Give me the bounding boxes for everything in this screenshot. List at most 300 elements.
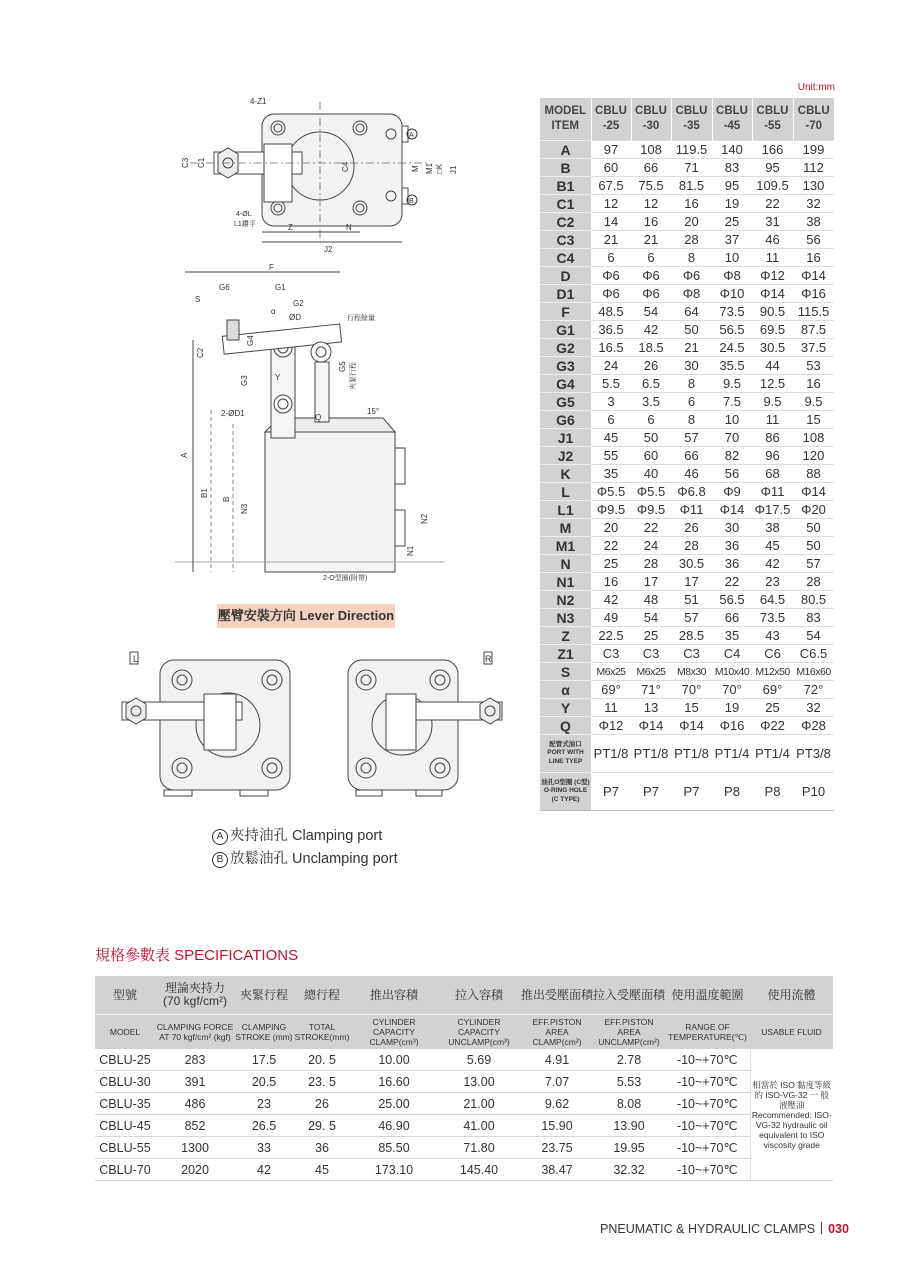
dimension-label: α bbox=[540, 681, 591, 699]
dimension-value: 82 bbox=[712, 447, 752, 465]
spec-cell: 45 bbox=[293, 1159, 351, 1181]
dimension-value: 36.5 bbox=[591, 321, 631, 339]
spec-row bbox=[95, 1049, 833, 1071]
dimension-value: Φ20 bbox=[793, 501, 834, 519]
spec-cell: CBLU-30 bbox=[95, 1071, 155, 1093]
dimension-row bbox=[540, 339, 834, 357]
dimension-value: Φ22 bbox=[752, 717, 793, 735]
svg-text:M: M bbox=[411, 165, 420, 172]
dimension-value: 15 bbox=[671, 699, 712, 717]
lever-left-drawing bbox=[100, 650, 310, 800]
dimension-value: 24.5 bbox=[712, 339, 752, 357]
dimension-row bbox=[540, 357, 834, 375]
dimension-value: 30.5 bbox=[671, 555, 712, 573]
dimension-label: N bbox=[540, 555, 591, 573]
spec-header-cell-en: CYLINDER CAPACITY UNCLAMP(cm³) bbox=[437, 1015, 521, 1050]
dimension-value: 42 bbox=[591, 591, 631, 609]
dimension-value: 8 bbox=[671, 249, 712, 267]
dimension-value: 49 bbox=[591, 609, 631, 627]
dimension-value: 10 bbox=[712, 249, 752, 267]
dimension-label: G4 bbox=[540, 375, 591, 393]
dimension-value: 43 bbox=[752, 627, 793, 645]
port-text: 夾持油孔 Clamping port bbox=[230, 828, 383, 844]
spec-cell: 46.90 bbox=[351, 1115, 437, 1137]
dimension-value: 16 bbox=[793, 375, 834, 393]
dimension-value: PT3/8 bbox=[793, 735, 834, 773]
dimension-value: C4 bbox=[712, 645, 752, 663]
spec-cell: 7.07 bbox=[521, 1071, 593, 1093]
svg-text:N3: N3 bbox=[240, 503, 249, 514]
spec-cell: CBLU-55 bbox=[95, 1137, 155, 1159]
dimension-value: 37.5 bbox=[793, 339, 834, 357]
dimension-value: 6 bbox=[591, 249, 631, 267]
spec-cell: 173.10 bbox=[351, 1159, 437, 1181]
dimension-label: J2 bbox=[540, 447, 591, 465]
dimension-value: 38 bbox=[752, 519, 793, 537]
spec-cell: -10~+70℃ bbox=[665, 1159, 750, 1181]
dimension-label: L1 bbox=[540, 501, 591, 519]
dimension-row bbox=[540, 773, 834, 811]
dimension-value: 37 bbox=[712, 231, 752, 249]
spec-cell: 283 bbox=[155, 1049, 235, 1071]
dimension-value: P8 bbox=[712, 773, 752, 811]
dimension-label: Z1 bbox=[540, 645, 591, 663]
dimension-value: 30 bbox=[671, 357, 712, 375]
dimension-value: 95 bbox=[752, 159, 793, 177]
dimension-value: C3 bbox=[631, 645, 671, 663]
dimension-value: Φ6 bbox=[631, 285, 671, 303]
dimension-value: 67.5 bbox=[591, 177, 631, 195]
dimension-value: Φ14 bbox=[793, 483, 834, 501]
port-legend-unclamping bbox=[212, 847, 398, 868]
dimension-value: 54 bbox=[631, 303, 671, 321]
model-header: CBLU -70 bbox=[793, 98, 834, 141]
spec-cell: 41.00 bbox=[437, 1115, 521, 1137]
dimension-label: C1 bbox=[540, 195, 591, 213]
spec-cell: 42 bbox=[235, 1159, 293, 1181]
dimension-value: 17 bbox=[671, 573, 712, 591]
dimension-value: 30 bbox=[712, 519, 752, 537]
spec-header-cell: 使用溫度範圍 bbox=[665, 976, 750, 1015]
dimension-value: 22 bbox=[712, 573, 752, 591]
dimension-row bbox=[540, 159, 834, 177]
dimension-value: 20 bbox=[671, 213, 712, 231]
spec-cell: CBLU-45 bbox=[95, 1115, 155, 1137]
svg-text:G3: G3 bbox=[240, 375, 249, 386]
dimension-value: M10x40 bbox=[712, 663, 752, 681]
svg-text:Q: Q bbox=[315, 413, 322, 422]
dimension-row bbox=[540, 213, 834, 231]
dimension-value: Φ9.5 bbox=[591, 501, 631, 519]
dimension-value: P7 bbox=[631, 773, 671, 811]
dimension-row bbox=[540, 519, 834, 537]
dimension-value: 73.5 bbox=[712, 303, 752, 321]
dimension-value: 22 bbox=[591, 537, 631, 555]
spec-header-cell: 推出容積 bbox=[351, 976, 437, 1015]
dimension-value: 56.5 bbox=[712, 321, 752, 339]
dimension-row bbox=[540, 483, 834, 501]
svg-text:B: B bbox=[409, 198, 414, 205]
dimension-value: 10 bbox=[712, 411, 752, 429]
dimension-label: Y bbox=[540, 699, 591, 717]
svg-text:2-ØD1: 2-ØD1 bbox=[221, 409, 245, 418]
svg-text:J2: J2 bbox=[324, 245, 333, 254]
spec-cell: 15.90 bbox=[521, 1115, 593, 1137]
dimension-row bbox=[540, 195, 834, 213]
svg-text:F: F bbox=[269, 263, 274, 272]
dimension-value: 46 bbox=[671, 465, 712, 483]
dimension-value: 22 bbox=[631, 519, 671, 537]
dimension-value: 24 bbox=[631, 537, 671, 555]
dimension-value: 56 bbox=[712, 465, 752, 483]
dimension-value: 3 bbox=[591, 393, 631, 411]
dimension-value: C3 bbox=[591, 645, 631, 663]
dimension-value: Φ17.5 bbox=[752, 501, 793, 519]
dimension-value: 19 bbox=[712, 699, 752, 717]
spec-header-cell: 理論夾持力 (70 kgf/cm²) bbox=[155, 976, 235, 1015]
dimension-label: N1 bbox=[540, 573, 591, 591]
dimension-value: 9.5 bbox=[793, 393, 834, 411]
dimension-row bbox=[540, 447, 834, 465]
dimension-row bbox=[540, 375, 834, 393]
spec-cell: 145.40 bbox=[437, 1159, 521, 1181]
dimension-value: 31 bbox=[752, 213, 793, 231]
dimension-value: Φ11 bbox=[752, 483, 793, 501]
dimension-value: 56 bbox=[793, 231, 834, 249]
spec-cell: 26 bbox=[293, 1093, 351, 1115]
dimension-value: PT1/4 bbox=[752, 735, 793, 773]
spec-cell: 13.90 bbox=[593, 1115, 665, 1137]
svg-text:Y: Y bbox=[275, 373, 281, 382]
dimension-value: M6x25 bbox=[591, 663, 631, 681]
spec-cell: 26.5 bbox=[235, 1115, 293, 1137]
svg-text:2-O型圈(附帶): 2-O型圈(附帶) bbox=[323, 575, 368, 582]
dimension-value: 83 bbox=[793, 609, 834, 627]
dimension-value: 15 bbox=[793, 411, 834, 429]
dimension-value: 21 bbox=[671, 339, 712, 357]
dimension-value: 44 bbox=[752, 357, 793, 375]
dimension-value: 119.5 bbox=[671, 141, 712, 159]
dimension-value: 24 bbox=[591, 357, 631, 375]
dimension-row bbox=[540, 411, 834, 429]
usable-fluid-note: 相當於 ISO 黏度等級 的 ISO-VG-32 一 般 液壓油 Recommended: ISO-VG-32 hydraulic oil equivalent to ISO viscosity grade bbox=[750, 1049, 833, 1181]
port-legend-clamping bbox=[212, 824, 382, 845]
dimension-value: 83 bbox=[712, 159, 752, 177]
spec-header-en bbox=[95, 1015, 833, 1050]
dimension-table-header bbox=[540, 98, 834, 141]
dimension-row bbox=[540, 249, 834, 267]
dimension-value: Φ10 bbox=[712, 285, 752, 303]
spec-cell: 21.00 bbox=[437, 1093, 521, 1115]
dimension-value: 17 bbox=[631, 573, 671, 591]
dimension-label: G3 bbox=[540, 357, 591, 375]
dimension-value: M8x30 bbox=[671, 663, 712, 681]
dimension-value: 11 bbox=[752, 249, 793, 267]
dimension-value: 108 bbox=[631, 141, 671, 159]
svg-text:C3: C3 bbox=[181, 157, 190, 168]
dimension-value: 36 bbox=[712, 537, 752, 555]
dimension-value: 8 bbox=[671, 375, 712, 393]
dimension-label: J1 bbox=[540, 429, 591, 447]
dimension-value: M12x50 bbox=[752, 663, 793, 681]
spec-header-cell: 推出受壓面積 bbox=[521, 976, 593, 1015]
svg-text:□K: □K bbox=[435, 163, 444, 174]
svg-text:N2: N2 bbox=[420, 513, 429, 524]
dimension-value: 28 bbox=[671, 537, 712, 555]
unit-label: Unit:mm bbox=[797, 82, 835, 93]
dimension-value: 115.5 bbox=[793, 303, 834, 321]
model-header: CBLU -30 bbox=[631, 98, 671, 141]
dimension-value: 21 bbox=[631, 231, 671, 249]
spec-cell: -10~+70℃ bbox=[665, 1049, 750, 1071]
dimension-value: 66 bbox=[631, 159, 671, 177]
dimension-value: 90.5 bbox=[752, 303, 793, 321]
dimension-value: 12.5 bbox=[752, 375, 793, 393]
dimension-value: 112 bbox=[793, 159, 834, 177]
spec-cell: 10.00 bbox=[351, 1049, 437, 1071]
spec-row bbox=[95, 1115, 833, 1137]
spec-header-cell: 使用流體 bbox=[750, 976, 833, 1015]
svg-text:4-ØL: 4-ØL bbox=[236, 211, 252, 218]
dimension-value: Φ14 bbox=[631, 717, 671, 735]
svg-text:J1: J1 bbox=[449, 165, 458, 174]
dimension-value: 55 bbox=[591, 447, 631, 465]
dimension-row bbox=[540, 555, 834, 573]
dimension-value: 95 bbox=[712, 177, 752, 195]
dimension-value: 22 bbox=[752, 195, 793, 213]
spec-cell: 8.08 bbox=[593, 1093, 665, 1115]
dimension-row bbox=[540, 501, 834, 519]
dimension-row bbox=[540, 537, 834, 555]
spec-cell: 852 bbox=[155, 1115, 235, 1137]
dimension-value: Φ6 bbox=[671, 267, 712, 285]
dimension-value: 64 bbox=[671, 303, 712, 321]
spec-cell: -10~+70℃ bbox=[665, 1071, 750, 1093]
svg-text:M1: M1 bbox=[425, 162, 434, 174]
dimension-value: 20 bbox=[591, 519, 631, 537]
dimension-value: 48.5 bbox=[591, 303, 631, 321]
dimension-value: 28 bbox=[631, 555, 671, 573]
spec-cell: 486 bbox=[155, 1093, 235, 1115]
dimension-row bbox=[540, 465, 834, 483]
dimension-value: 71° bbox=[631, 681, 671, 699]
spec-cell: 391 bbox=[155, 1071, 235, 1093]
dimension-label: F bbox=[540, 303, 591, 321]
svg-text:ØD: ØD bbox=[289, 313, 301, 322]
dimension-row bbox=[540, 699, 834, 717]
spec-cell: 20.5 bbox=[235, 1071, 293, 1093]
spec-cell: 23. 5 bbox=[293, 1071, 351, 1093]
dimension-value: Φ14 bbox=[793, 267, 834, 285]
dimension-value: 35 bbox=[591, 465, 631, 483]
dimension-value: 8 bbox=[671, 411, 712, 429]
spec-cell: 1300 bbox=[155, 1137, 235, 1159]
spec-cell: 5.53 bbox=[593, 1071, 665, 1093]
dimension-value: 70° bbox=[671, 681, 712, 699]
dimension-row bbox=[540, 393, 834, 411]
dimension-row bbox=[540, 303, 834, 321]
dimension-value: M16x60 bbox=[793, 663, 834, 681]
svg-text:夾緊行程: 夾緊行程 bbox=[350, 362, 357, 390]
dimension-value: 60 bbox=[631, 447, 671, 465]
dimension-label: C2 bbox=[540, 213, 591, 231]
spec-cell: 71.80 bbox=[437, 1137, 521, 1159]
dimension-value: 28 bbox=[793, 573, 834, 591]
spec-cell: 9.62 bbox=[521, 1093, 593, 1115]
dimension-value: C6.5 bbox=[793, 645, 834, 663]
specifications-table bbox=[95, 976, 833, 1181]
svg-text:G5: G5 bbox=[338, 361, 347, 372]
dimension-row bbox=[540, 735, 834, 773]
dimension-value: P8 bbox=[752, 773, 793, 811]
dimension-value: 25 bbox=[712, 213, 752, 231]
dimension-value: 53 bbox=[793, 357, 834, 375]
dimension-label: G1 bbox=[540, 321, 591, 339]
dimension-value: 120 bbox=[793, 447, 834, 465]
dimension-value: 45 bbox=[752, 537, 793, 555]
dimension-value: Φ6 bbox=[631, 267, 671, 285]
dimension-value: 13 bbox=[631, 699, 671, 717]
dimension-value: 50 bbox=[671, 321, 712, 339]
dimension-label: B1 bbox=[540, 177, 591, 195]
spec-row bbox=[95, 1071, 833, 1093]
svg-text:L1鑽平: L1鑽平 bbox=[234, 221, 256, 228]
dimension-value: 51 bbox=[671, 591, 712, 609]
dimension-label: B bbox=[540, 159, 591, 177]
dimension-value: Φ6 bbox=[591, 285, 631, 303]
spec-header-cell-en: CYLINDER CAPACITY CLAMP(cm³) bbox=[351, 1015, 437, 1050]
dimension-value: 6 bbox=[631, 411, 671, 429]
dimension-value: 88 bbox=[793, 465, 834, 483]
spec-header-cell-en: EFF.PISTON AREA CLAMP(cm²) bbox=[521, 1015, 593, 1050]
spec-cell: 29. 5 bbox=[293, 1115, 351, 1137]
spec-row bbox=[95, 1159, 833, 1181]
dimension-value: 50 bbox=[631, 429, 671, 447]
spec-cell: 13.00 bbox=[437, 1071, 521, 1093]
dimension-label: G2 bbox=[540, 339, 591, 357]
model-header: CBLU -25 bbox=[591, 98, 631, 141]
dimension-value: 35 bbox=[712, 627, 752, 645]
dimension-value: Φ14 bbox=[752, 285, 793, 303]
dimension-label: N2 bbox=[540, 591, 591, 609]
spec-cell: -10~+70℃ bbox=[665, 1115, 750, 1137]
dimension-value: 32 bbox=[793, 195, 834, 213]
dimension-value: 18.5 bbox=[631, 339, 671, 357]
dimension-value: 54 bbox=[793, 627, 834, 645]
dimension-value: 69° bbox=[591, 681, 631, 699]
dimension-value: 25 bbox=[591, 555, 631, 573]
svg-text:B: B bbox=[222, 496, 231, 502]
dimension-value: PT1/8 bbox=[671, 735, 712, 773]
svg-text:C2: C2 bbox=[196, 347, 205, 358]
dimension-value: 3.5 bbox=[631, 393, 671, 411]
dimension-value: 26 bbox=[671, 519, 712, 537]
spec-header-cell: 拉入容積 bbox=[437, 976, 521, 1015]
model-header: CBLU -55 bbox=[752, 98, 793, 141]
dimension-value: 23 bbox=[752, 573, 793, 591]
dimension-value: 54 bbox=[631, 609, 671, 627]
dimension-value: 57 bbox=[671, 429, 712, 447]
side-view-drawing bbox=[175, 262, 450, 592]
dimension-value: Φ9 bbox=[712, 483, 752, 501]
dimension-value: 96 bbox=[752, 447, 793, 465]
dimension-row bbox=[540, 591, 834, 609]
dimension-value: 42 bbox=[631, 321, 671, 339]
dimension-value: C6 bbox=[752, 645, 793, 663]
svg-text:G6: G6 bbox=[219, 283, 230, 292]
spec-cell: 16.60 bbox=[351, 1071, 437, 1093]
page-footer bbox=[600, 1222, 853, 1236]
dimension-value: Φ28 bbox=[793, 717, 834, 735]
dimension-value: 50 bbox=[793, 537, 834, 555]
dimension-row bbox=[540, 321, 834, 339]
dimension-value: 73.5 bbox=[752, 609, 793, 627]
dimension-value: PT1/8 bbox=[591, 735, 631, 773]
dimension-row bbox=[540, 429, 834, 447]
dimension-value: 80.5 bbox=[793, 591, 834, 609]
spec-header-cn bbox=[95, 976, 833, 1015]
dimension-value: 16 bbox=[631, 213, 671, 231]
svg-text:G4: G4 bbox=[246, 335, 255, 346]
dimension-value: P10 bbox=[793, 773, 834, 811]
spec-header-cell: 拉入受壓面積 bbox=[593, 976, 665, 1015]
spec-header-cell: 總行程 bbox=[293, 976, 351, 1015]
spec-row bbox=[95, 1093, 833, 1115]
dimension-row bbox=[540, 645, 834, 663]
dimension-value: 66 bbox=[712, 609, 752, 627]
dimension-value: Φ8 bbox=[671, 285, 712, 303]
dimension-row bbox=[540, 267, 834, 285]
dimension-value: Φ16 bbox=[712, 717, 752, 735]
dimension-value: 9.5 bbox=[712, 375, 752, 393]
dimension-value: 60 bbox=[591, 159, 631, 177]
dimension-value: 70 bbox=[712, 429, 752, 447]
dimension-value: 28.5 bbox=[671, 627, 712, 645]
dimension-value: 16 bbox=[591, 573, 631, 591]
spec-row bbox=[95, 1137, 833, 1159]
footer-text: PNEUMATIC & HYDRAULIC CLAMPS bbox=[600, 1222, 816, 1236]
dimension-value: 75.5 bbox=[631, 177, 671, 195]
spec-cell: CBLU-35 bbox=[95, 1093, 155, 1115]
spec-cell: -10~+70℃ bbox=[665, 1137, 750, 1159]
dimension-value: Φ6.8 bbox=[671, 483, 712, 501]
dimension-row bbox=[540, 681, 834, 699]
spec-cell: 2.78 bbox=[593, 1049, 665, 1071]
dimension-label: Q bbox=[540, 717, 591, 735]
dimension-value: 25 bbox=[631, 627, 671, 645]
dimension-value: 9.5 bbox=[752, 393, 793, 411]
spec-cell: 17.5 bbox=[235, 1049, 293, 1071]
dimension-value: 25 bbox=[752, 699, 793, 717]
dimension-value: PT1/8 bbox=[631, 735, 671, 773]
dimension-value: P7 bbox=[671, 773, 712, 811]
dimension-value: 22.5 bbox=[591, 627, 631, 645]
dimension-value: 46 bbox=[752, 231, 793, 249]
dimension-value: 140 bbox=[712, 141, 752, 159]
spec-cell: 20. 5 bbox=[293, 1049, 351, 1071]
dimension-value: 69° bbox=[752, 681, 793, 699]
dimension-value: Φ14 bbox=[671, 717, 712, 735]
dimension-value: 30.5 bbox=[752, 339, 793, 357]
dimension-value: M6x25 bbox=[631, 663, 671, 681]
dimension-value: 109.5 bbox=[752, 177, 793, 195]
dimension-row bbox=[540, 231, 834, 249]
dimension-value: 40 bbox=[631, 465, 671, 483]
dimension-label: 油孔O型圈 (C型) O-RING HOLE (C TYPE) bbox=[540, 773, 591, 811]
dimension-label: N3 bbox=[540, 609, 591, 627]
dimension-label: D bbox=[540, 267, 591, 285]
dimension-value: Φ9.5 bbox=[631, 501, 671, 519]
